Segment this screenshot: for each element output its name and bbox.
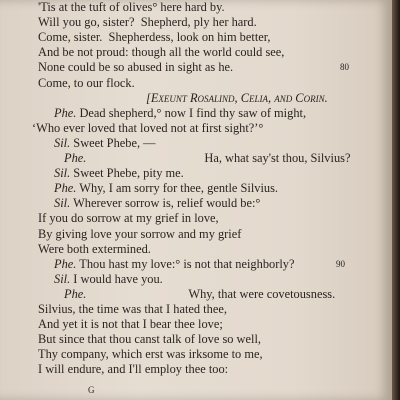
speaker-label: Sil. — [54, 166, 71, 181]
speaker-label: Phe. — [54, 181, 77, 196]
text-line: But since that thou canst talk of love so well, — [38, 332, 261, 347]
text-line: Were both extermined. — [38, 241, 151, 256]
speech-text: Wherever sorrow is, relief would be:° — [73, 196, 261, 211]
text-line: If you do sorrow at my grief in love, — [38, 211, 219, 226]
speech-line — [54, 106, 306, 121]
text-line: Will you go, sister? Shepherd, ply her hard. — [38, 15, 257, 30]
text-line: 'Tis at the tuft of olives° here hard by. — [38, 0, 225, 14]
speech-line — [64, 151, 350, 166]
speaker-label: Phe. — [64, 151, 87, 165]
text-line: None could be so abused in sight as he. — [38, 60, 234, 75]
speaker-label: Sil. — [54, 196, 71, 211]
text-line: By giving love your sorrow and my grief — [38, 226, 242, 241]
speech-text: Ha, what say'st thou, Silvius? — [204, 151, 351, 165]
line-number: 80 — [340, 62, 349, 73]
line-number: 90 — [336, 258, 345, 269]
speaker-label: Phe. — [64, 286, 87, 301]
speech-text: I would have you. — [73, 271, 163, 286]
text-line: And yet it is not that I bear thee love; — [38, 317, 223, 332]
speech-line — [54, 196, 260, 211]
speech-text: Why, that were covetousness. — [188, 286, 336, 301]
speech-line — [54, 181, 278, 196]
text-line: Come, to our flock. — [38, 75, 135, 90]
text-line: Come, sister. Shepherdess, look on him better, — [38, 30, 271, 45]
speech-line — [64, 287, 335, 302]
text-line: Silvius, the time was that I hated thee, — [38, 302, 227, 316]
speaker-label: Sil. — [54, 271, 71, 286]
speech-line — [54, 136, 156, 151]
speech-text: Why, I am sorry for thee, gentle Silvius. — [79, 181, 279, 196]
stage-direction: [Exeunt Rosalind, Celia, and Corin. — [146, 90, 328, 105]
page-signature: G — [88, 385, 95, 395]
text-line: ‘Who ever loved that loved not at first sight?’° — [32, 120, 264, 135]
speech-text: Dead shepherd,° now I find thy saw of might, — [79, 105, 307, 120]
speaker-label: Sil. — [54, 135, 71, 150]
speaker-label: Phe. — [54, 256, 77, 271]
speech-text: Thou hast my love:° is not that neighborly? — [79, 256, 295, 271]
text-line: I will endure, and I'll employ thee too: — [38, 362, 229, 377]
speech-text: Sweet Phebe, — — [73, 135, 156, 150]
page-edge-shadow — [392, 0, 400, 400]
speech-line — [54, 166, 184, 181]
speaker-label: Phe. — [54, 105, 77, 120]
speech-text: Sweet Phebe, pity me. — [73, 166, 184, 181]
speech-line — [54, 257, 294, 272]
text-line: Thy company, which erst was irksome to me, — [38, 347, 263, 362]
text-line: And be not proud: though all the world could see, — [38, 45, 285, 60]
speech-line — [54, 272, 163, 287]
